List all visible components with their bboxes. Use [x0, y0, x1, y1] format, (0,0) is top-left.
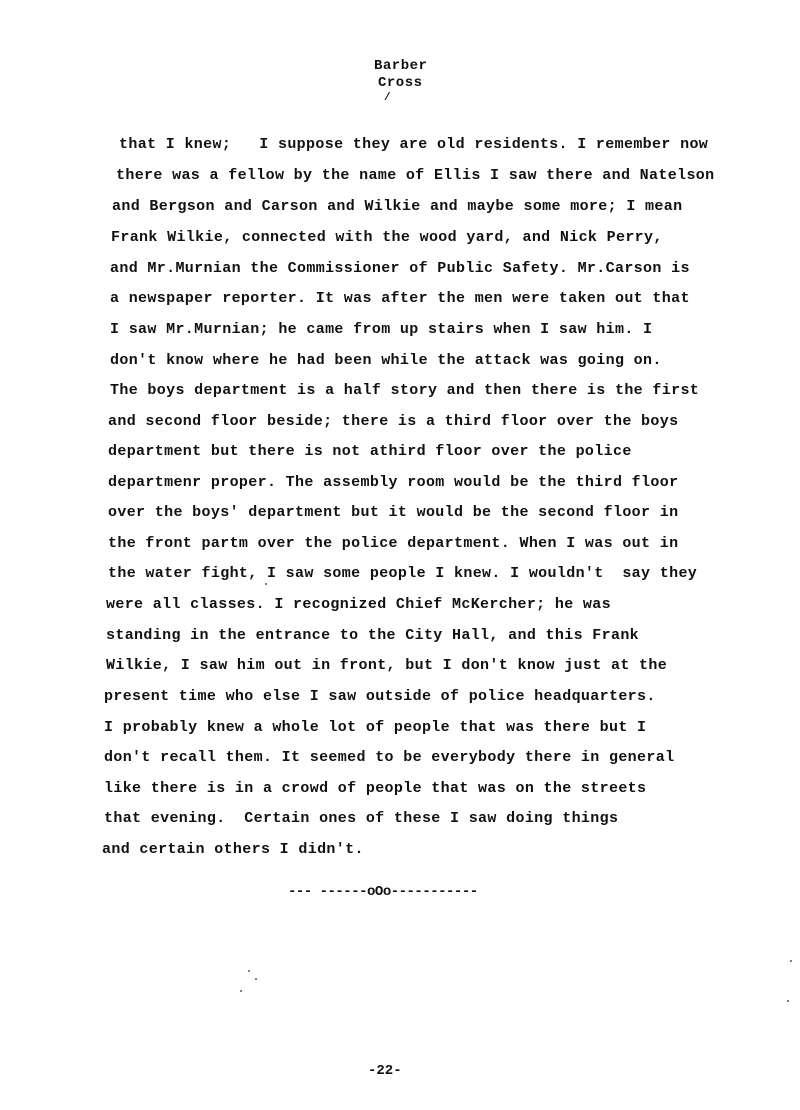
transcript-line: departmenr proper. The assembly room would be the third floor	[108, 474, 679, 491]
scan-speck	[248, 970, 250, 972]
transcript-line: department but there is not athird floor over the police	[108, 443, 632, 460]
transcript-line: were all classes. I recognized Chief McKercher; he was	[106, 596, 611, 613]
scan-speck	[265, 583, 267, 585]
section-divider: --- ------oOo-----------	[288, 884, 478, 900]
transcript-line: and Mr.Murnian the Commissioner of Public Safety. Mr.Carson is	[110, 260, 690, 277]
transcript-line: The boys department is a half story and then there is the first	[110, 382, 700, 399]
scan-speck	[240, 990, 242, 992]
scan-speck	[787, 1000, 789, 1002]
transcript-line: there was a fellow by the name of Ellis I saw there and Natelson	[116, 167, 715, 184]
transcript-line: I probably knew a whole lot of people that was there but I	[104, 719, 647, 736]
transcript-line: over the boys' department but it would be the second floor in	[108, 504, 679, 521]
page-number: -22-	[368, 1063, 402, 1079]
transcript-line: Frank Wilkie, connected with the wood yard, and Nick Perry,	[111, 229, 663, 246]
page-header	[374, 58, 427, 104]
transcript-line: I saw Mr.Murnian; he came from up stairs when I saw him. I	[110, 321, 653, 338]
transcript-line: and certain others I didn't.	[102, 841, 364, 858]
transcript-line: don't know where he had been while the attack was going on.	[110, 352, 662, 369]
transcript-line: the water fight, I saw some people I knew. I wouldn't say they	[108, 565, 698, 582]
transcript-line: Wilkie, I saw him out in front, but I don't know just at the	[106, 657, 668, 674]
transcript-line: don't recall them. It seemed to be everybody there in general	[104, 749, 675, 766]
transcript-line: standing in the entrance to the City Hall, and this Frank	[106, 627, 640, 644]
transcript-line: the front partm over the police department. When I was out in	[108, 535, 679, 552]
scan-speck	[255, 978, 257, 980]
transcript-line: that evening. Certain ones of these I saw doing things	[104, 810, 619, 827]
transcript-line: that I knew; I suppose they are old residents. I remember now	[119, 136, 709, 153]
transcript-line: and Bergson and Carson and Wilkie and maybe some more; I mean	[112, 198, 683, 215]
scan-speck	[790, 960, 792, 962]
transcript-line: like there is in a crowd of people that was on the streets	[104, 780, 647, 797]
transcript-line: a newspaper reporter. It was after the men were taken out that	[110, 290, 690, 307]
transcript-line: and second floor beside; there is a third floor over the boys	[108, 413, 679, 430]
transcript-line: present time who else I saw outside of police headquarters.	[104, 688, 656, 705]
header-mark: /	[384, 92, 392, 104]
header-name: Barber	[374, 58, 428, 74]
header-section: Cross	[378, 75, 423, 91]
